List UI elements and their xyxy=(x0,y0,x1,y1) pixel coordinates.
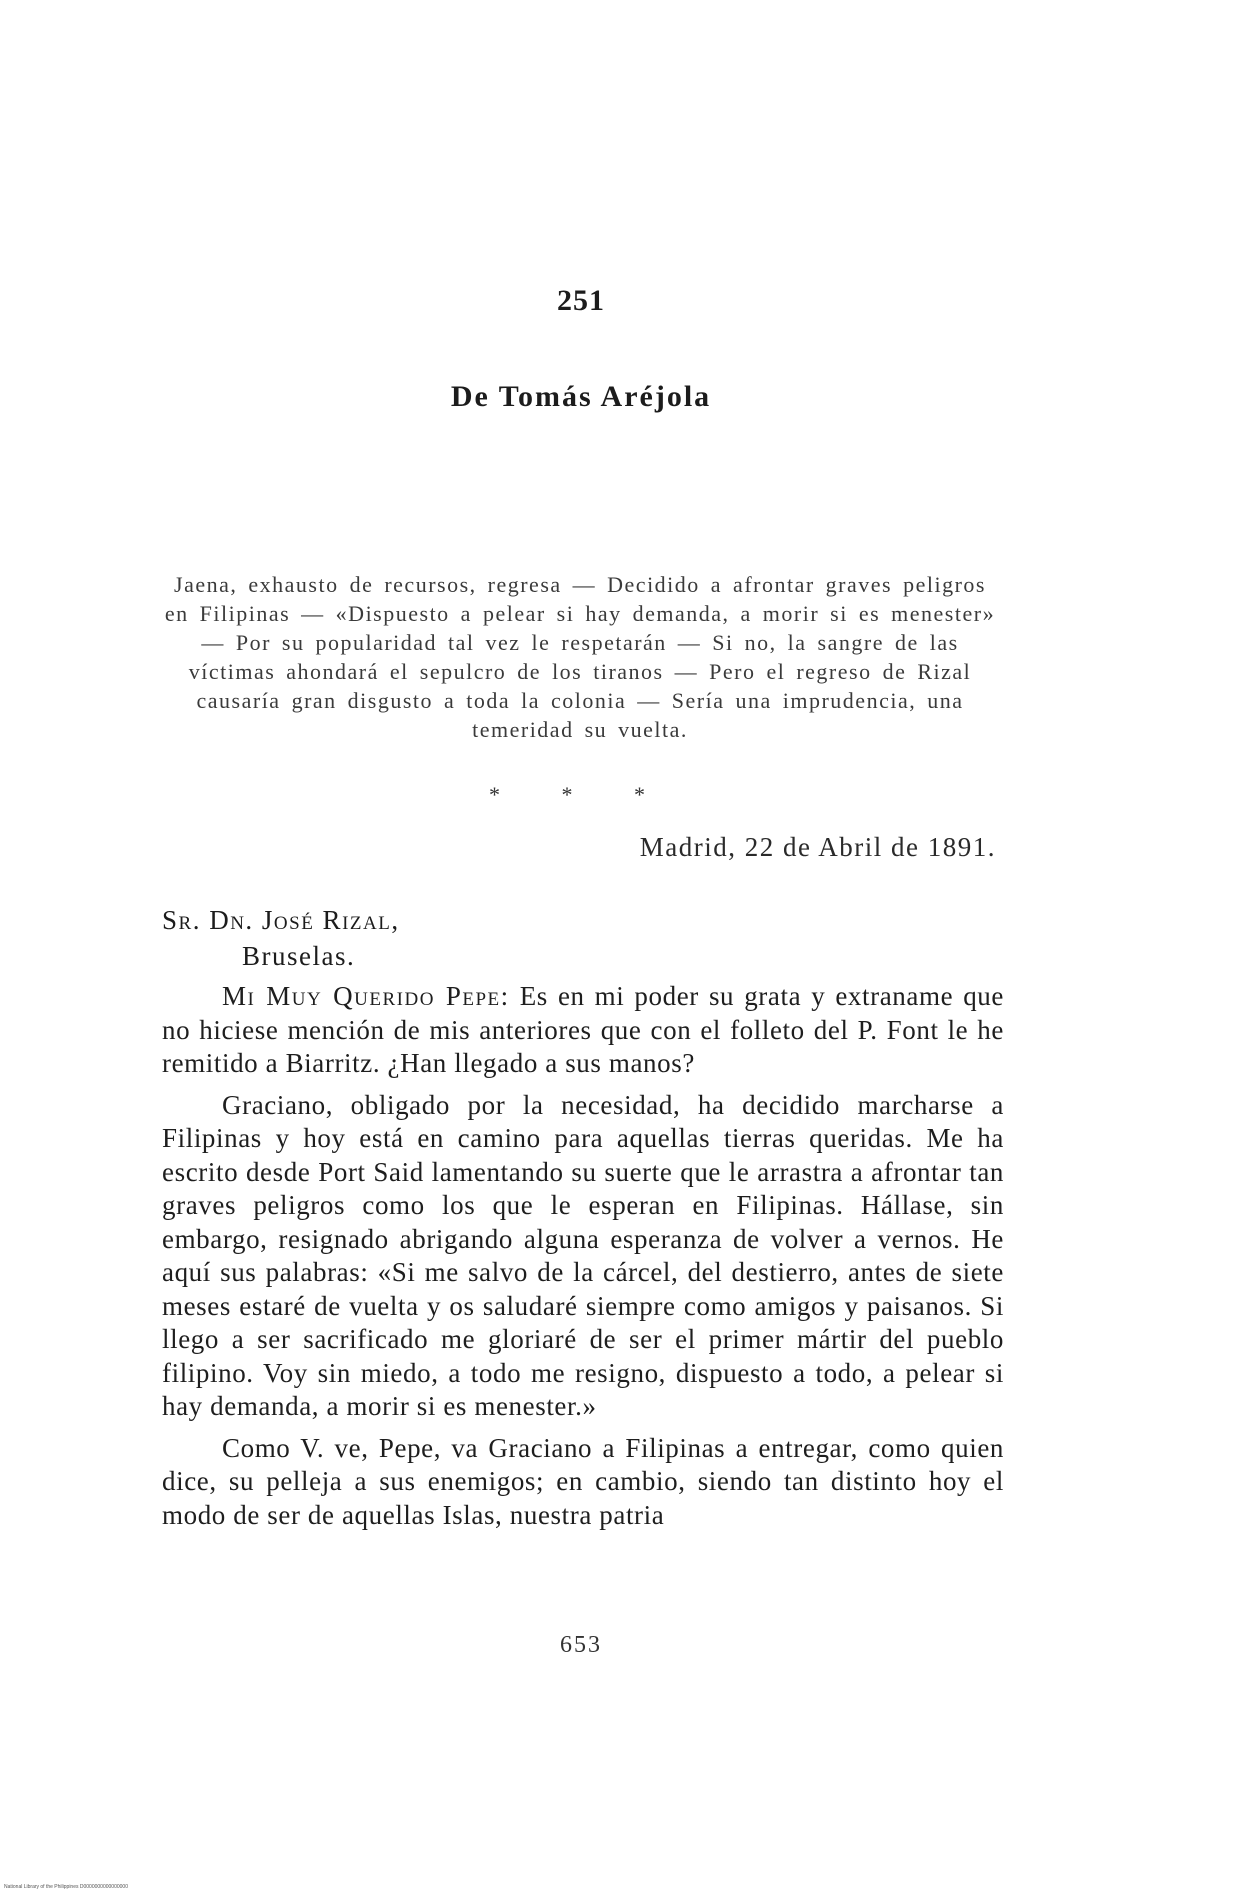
addressee xyxy=(162,902,400,974)
dateline: Madrid, 22 de Abril de 1891. xyxy=(639,832,996,862)
paragraph-1 xyxy=(162,980,1004,1081)
letter-title: De Tomás Aréjola xyxy=(450,380,712,413)
letter-number: 251 xyxy=(557,284,605,317)
addressee-name: Sr. Dn. José Rizal, xyxy=(162,905,400,935)
letter-summary: Jaena, exhausto de recursos, regresa — Decidido a afrontar graves peligros en Filipinas — «Dispuesto a pelear si hay demanda, a morir si es menester» — Por su popularidad tal vez le respetarán — Si no, la sangre de las víctimas ahondará el sepulcro de los tiranos — Pero el regreso de Rizal causaría gran disgusto a toda la colonia — Sería una imprudencia, una temeridad su vuelta. xyxy=(164,572,996,742)
paragraph-2: Graciano, obligado por la necesidad, ha decidido marcharse a Filipinas y hoy está en camino para aquellas tierras queridas. Me ha escrito desde Port Said lamentando su suerte que le arrastra a afrontar tan graves peligros como los que le esperan en Filipinas. Hállase, sin embargo, resignado abrigando alguna esperanza de volver a vernos. He aquí sus palabras: «Si me salvo de la cárcel, del destierro, antes de siete meses estaré de vuelta y os saludaré siempre como amigos y paisanos. Si llego a ser sacrificado me gloriaré de ser el primer mártir del pueblo filipino. Voy sin miedo, a todo me resigno, dispuesto a todo, a pelear si hay demanda, a morir si es menester.» xyxy=(162,1089,1004,1421)
letter-body xyxy=(162,980,1004,1540)
page-folio: 653 xyxy=(560,1632,602,1658)
paragraph-3: Como V. ve, Pepe, va Graciano a Filipinas a entregar, como quien dice, su pelleja a sus enemigos; en cambio, siendo tan distinto hoy el modo de ser de aquellas Islas, nuestra patria xyxy=(162,1432,1004,1530)
section-separator: * * * xyxy=(489,782,673,807)
paragraph-1-text: Es en mi poder su grata y extraname que no hiciese mención de mis anteriores que con el folleto del P. Font le he remitido a Biarritz. ¿Han llegado a sus manos? xyxy=(162,981,1004,1078)
addressee-city: Bruselas. xyxy=(242,941,356,971)
salutation: Mi Muy Querido Pepe: xyxy=(222,981,510,1011)
scan-footer: National Library of the Philippines D0000000000000000 xyxy=(4,1884,128,1890)
